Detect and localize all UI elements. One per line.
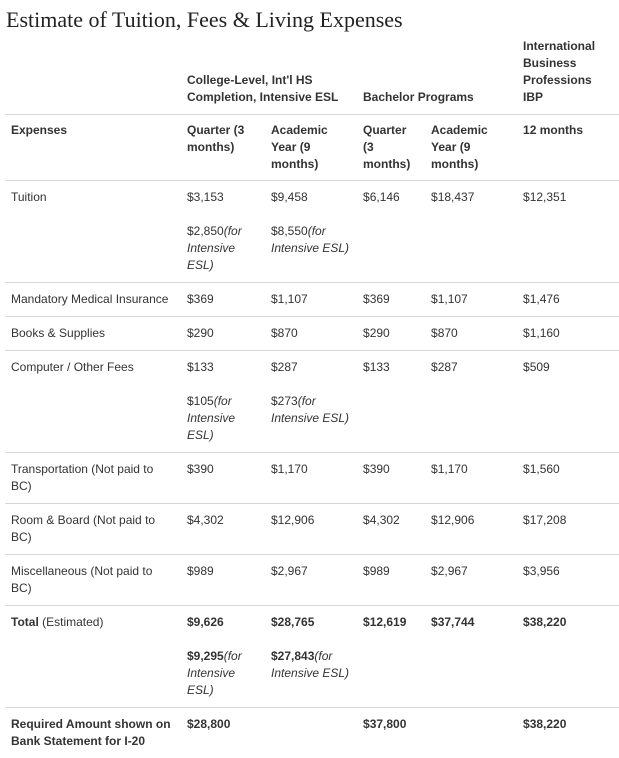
cell-quarter-bachelor: $989 — [357, 555, 425, 606]
required-ibp: $38,220 — [517, 708, 619, 758]
group-header-college: College-Level, Int'l HS Completion, Intensive ESL — [181, 38, 357, 115]
total-row — [5, 606, 619, 708]
row-label: Tuition — [5, 181, 181, 283]
cell-year-college: $287 $273(for Intensive ESL) — [265, 351, 357, 453]
cell-quarter-bachelor: $6,146 — [357, 181, 425, 283]
header-year-bachelor: Academic Year (9 months) — [425, 115, 517, 181]
cell-quarter-college: $290 — [181, 317, 265, 351]
sub-esl-amount: $2,850(for Intensive ESL) — [187, 223, 259, 274]
table-row — [5, 283, 619, 317]
total-ibp: $38,220 — [517, 606, 619, 708]
sub-esl-amount: $8,550(for Intensive ESL) — [271, 223, 351, 257]
cell-year-bachelor: $870 — [425, 317, 517, 351]
table-row — [5, 351, 619, 453]
cell-quarter-college: $369 — [181, 283, 265, 317]
cell-year-bachelor: $1,107 — [425, 283, 517, 317]
cell-quarter-college: $133 $105(for Intensive ESL) — [181, 351, 265, 453]
total-quarter-college: $9,626 $9,295(for Intensive ESL) — [181, 606, 265, 708]
cell-quarter-bachelor: $290 — [357, 317, 425, 351]
cell-year-college: $9,458 $8,550(for Intensive ESL) — [265, 181, 357, 283]
cell-quarter-bachelor: $4,302 — [357, 504, 425, 555]
group-header-empty — [5, 38, 181, 115]
table-row — [5, 317, 619, 351]
cell-quarter-college: $989 — [181, 555, 265, 606]
total-year-bachelor: $37,744 — [425, 606, 517, 708]
cell-year-college: $1,107 — [265, 283, 357, 317]
cell-year-bachelor: $1,170 — [425, 453, 517, 504]
group-header-ibp: International Business Professions IBP — [517, 38, 619, 115]
required-college: $28,800 — [181, 708, 357, 758]
page-title: Estimate of Tuition, Fees & Living Expenses — [6, 6, 403, 34]
cell-ibp: $1,160 — [517, 317, 619, 351]
cell-ibp: $509 — [517, 351, 619, 453]
cell-year-college: $1,170 — [265, 453, 357, 504]
total-label: Total (Estimated) — [5, 606, 181, 708]
cell-ibp: $12,351 — [517, 181, 619, 283]
row-label: Computer / Other Fees — [5, 351, 181, 453]
header-quarter-bachelor: Quarter (3 months) — [357, 115, 425, 181]
header-expenses: Expenses — [5, 115, 181, 181]
cell-year-bachelor: $12,906 — [425, 504, 517, 555]
cell-quarter-college: $390 — [181, 453, 265, 504]
cell-year-bachelor: $2,967 — [425, 555, 517, 606]
table-row — [5, 555, 619, 606]
expenses-table — [5, 38, 619, 758]
sub-esl-amount: $9,295(for Intensive ESL) — [187, 648, 259, 699]
cell-quarter-college: $3,153 $2,850(for Intensive ESL) — [181, 181, 265, 283]
cell-quarter-bachelor: $369 — [357, 283, 425, 317]
group-header-row — [5, 38, 619, 115]
row-label: Miscellaneous (Not paid to BC) — [5, 555, 181, 606]
table-row — [5, 181, 619, 283]
required-label: Required Amount shown on Bank Statement for I-20 — [5, 708, 181, 758]
cell-quarter-bachelor: $133 — [357, 351, 425, 453]
cell-year-bachelor: $18,437 — [425, 181, 517, 283]
header-year-college: Academic Year (9 months) — [265, 115, 357, 181]
cell-quarter-college: $4,302 — [181, 504, 265, 555]
row-label: Mandatory Medical Insurance — [5, 283, 181, 317]
row-label: Books & Supplies — [5, 317, 181, 351]
row-label: Room & Board (Not paid to BC) — [5, 504, 181, 555]
sub-esl-amount: $273(for Intensive ESL) — [271, 393, 351, 427]
total-year-college: $28,765 $27,843(for Intensive ESL) — [265, 606, 357, 708]
group-header-bachelor: Bachelor Programs — [357, 38, 517, 115]
cell-ibp: $1,476 — [517, 283, 619, 317]
cell-year-bachelor: $287 — [425, 351, 517, 453]
cell-year-college: $2,967 — [265, 555, 357, 606]
required-amount-row — [5, 708, 619, 758]
cell-year-college: $870 — [265, 317, 357, 351]
cell-ibp: $3,956 — [517, 555, 619, 606]
sub-esl-amount: $27,843(for Intensive ESL) — [271, 648, 351, 682]
required-bachelor: $37,800 — [357, 708, 517, 758]
table-row — [5, 504, 619, 555]
cell-year-college: $12,906 — [265, 504, 357, 555]
table-row — [5, 453, 619, 504]
column-header-row — [5, 115, 619, 181]
cell-quarter-bachelor: $390 — [357, 453, 425, 504]
total-quarter-bachelor: $12,619 — [357, 606, 425, 708]
header-ibp: 12 months — [517, 115, 619, 181]
sub-esl-amount: $105(for Intensive ESL) — [187, 393, 259, 444]
cell-ibp: $17,208 — [517, 504, 619, 555]
row-label: Transportation (Not paid to BC) — [5, 453, 181, 504]
cell-ibp: $1,560 — [517, 453, 619, 504]
header-quarter-college: Quarter (3 months) — [181, 115, 265, 181]
